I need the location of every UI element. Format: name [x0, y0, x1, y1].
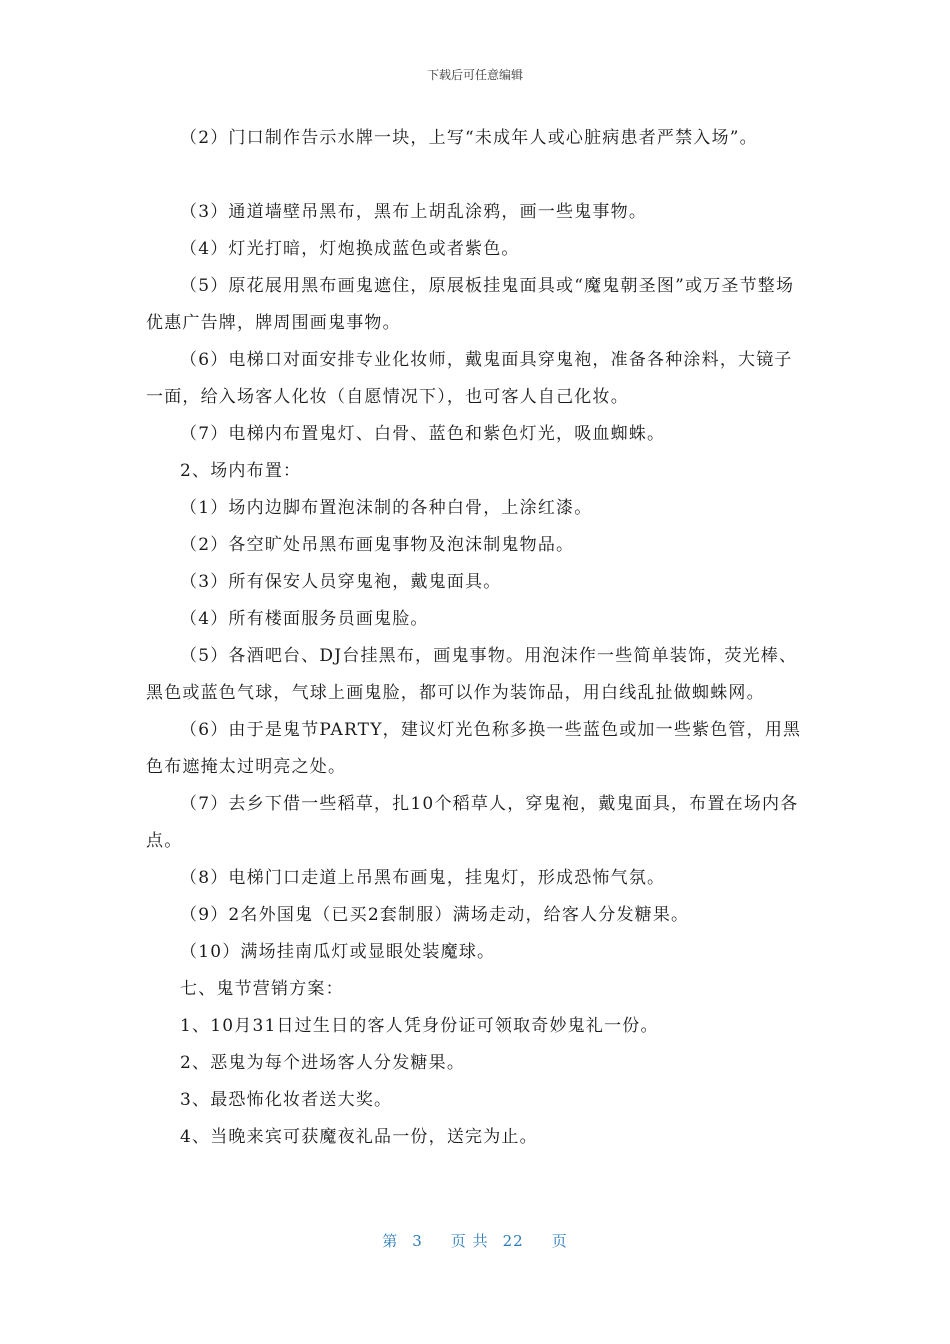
paragraph: 4、当晚来宾可获魔夜礼品一份，送完为止。 [180, 1127, 538, 1147]
paragraph: （2）门口制作告示水牌一块，上写“未成年人或心脏病患者严禁入场”。 [180, 128, 758, 148]
paragraph: （4）灯光打暗，灯炮换成蓝色或者紫色。 [180, 239, 520, 259]
paragraph: （1）场内边脚布置泡沫制的各种白骨，上涂红漆。 [180, 498, 593, 518]
paragraph: 2、恶鬼为每个进场客人分发糖果。 [180, 1053, 466, 1073]
paragraph: （5）各酒吧台、DJ台挂黑布，画鬼事物。用泡沫作一些简单装饰，荧光棒、黑色或蓝色气球，气球上画鬼脸，都可以作为装饰品，用白线乱扯做蜘蛛网。 [146, 646, 798, 703]
paragraph: （10）满场挂南瓜灯或显眼处装魔球。 [180, 942, 496, 962]
paragraph: （9）2名外国鬼（已买2套制服）满场走动，给客人分发糖果。 [180, 905, 690, 925]
footer-suffix: 页 [551, 1232, 568, 1250]
paragraph: （3）所有保安人员穿鬼袍，戴鬼面具。 [180, 572, 502, 592]
page-header: 下载后可任意编辑 [426, 68, 523, 82]
paragraph: （7）去乡下借一些稻草，扎10个稻草人，穿鬼袍，戴鬼面具，布置在场内各点。 [146, 794, 799, 851]
footer-prefix: 第 [382, 1232, 399, 1250]
paragraph: 3、最恐怖化妆者送大奖。 [180, 1090, 393, 1110]
page-footer [0, 1230, 950, 1251]
paragraph: 1、10月31日过生日的客人凭身份证可领取奇妙鬼礼一份。 [180, 1016, 659, 1036]
paragraph: （7）电梯内布置鬼灯、白骨、蓝色和紫色灯光，吸血蜘蛛。 [180, 424, 666, 444]
paragraph: （4）所有楼面服务员画鬼脸。 [180, 609, 429, 629]
footer-page-number: 3 [412, 1232, 423, 1250]
paragraph: （6）由于是鬼节PARTY，建议灯光色称多换一些蓝色或加一些紫色管，用黑色布遮掩太过明亮之处。 [146, 720, 802, 777]
paragraph: （2）各空旷处吊黑布画鬼事物及泡沫制鬼物品。 [180, 535, 575, 555]
footer-total-pages: 22 [502, 1232, 524, 1250]
paragraph: （5）原花展用黑布画鬼遮住，原展板挂鬼面具或“魔鬼朝圣图”或万圣节整场优惠广告牌，牌周围画鬼事物。 [146, 276, 795, 333]
paragraph: （8）电梯门口走道上吊黑布画鬼，挂鬼灯，形成恐怖气氛。 [180, 868, 666, 888]
section-heading: 2、场内布置： [180, 461, 302, 481]
paragraph: （6）电梯口对面安排专业化妆师，戴鬼面具穿鬼袍，准备各种涂料，大镜子一面，给入场客人化妆（自愿情况下），也可客人自己化妆。 [146, 350, 793, 407]
paragraph: （3）通道墙壁吊黑布，黑布上胡乱涂鸦，画一些鬼事物。 [180, 202, 648, 222]
footer-middle: 页 共 [450, 1232, 489, 1250]
document-body [146, 120, 806, 1156]
section-heading: 七、鬼节营销方案： [180, 979, 344, 999]
